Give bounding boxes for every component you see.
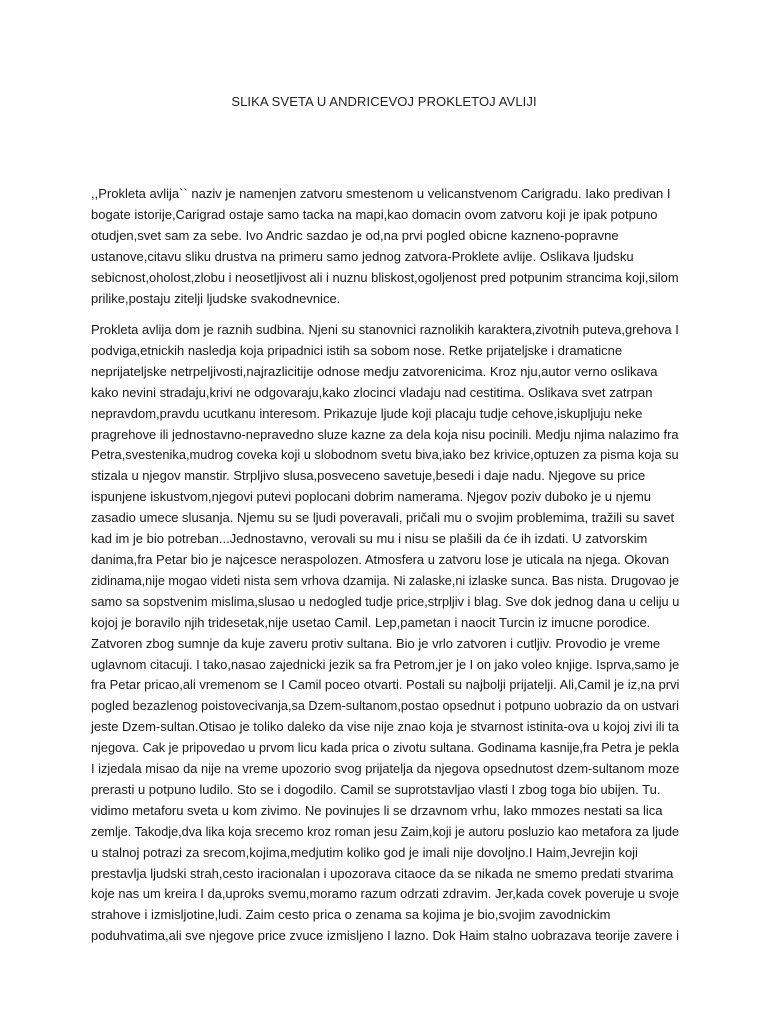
text-line: kojoj je boravilo njih tridesetak,nije usetao Camil. Lep,pametan i naocit Turcin iz imucne porodice. [91, 614, 651, 630]
text-line: pogled bezazlenog poistovecivanja,sa Dzem-sultanom,postao opsednut i potpuno uobrazio da on ustvari [91, 698, 679, 714]
text-line: otudjen,svet sam za sebe. Ivo Andric sazdao je od,na prvi pogled obicne kazneno-popravne [91, 227, 619, 243]
text-line: vidimo metaforu sveta u kom zivimo. Ne povinujes li se drzavnom vrhu, lako mmozes nestati sa lica [91, 802, 663, 818]
text-line: nepravdom,pravdu ucutkanu interesom. Prikazuje ljude koji placaju tudje cehove,iskupljuju neke [91, 405, 643, 421]
paragraph-main [91, 320, 679, 947]
text-line: sebicnost,oholost,zlobu i neosetljivost ali i nuznu bliskost,ogoljenost pred potpunim strancima koji,silom [91, 269, 679, 285]
document-title: SLIKA SVETA U ANDRICEVOJ PROKLETOJ AVLIJI [231, 94, 537, 109]
text-line: prestavlja ljudski strah,cesto iracionalan i upozorava citaoce da se nikada ne smemo predati stvarima [91, 865, 674, 881]
text-line: strahove i izmisljotine,ludi. Zaim cesto prica o zenama sa kojima je bio,svojim zavodnickim [91, 907, 611, 923]
text-line: prilike,postaju zitelji ljudske svakodnevnice. [91, 290, 341, 306]
text-line: I izjedala misao da nije na vreme upozorio svog prijatelja da njegova opsednutost dzem-sultanom moze [91, 761, 680, 777]
text-line: stizala u njegov manstir. Strpljivo slusa,posveceno savetuje,besedi i daje nadu. Njegove su price [91, 468, 646, 484]
text-line: poduhvatima,ali sve njegove price zvuce izmisljeno I lazno. Dok Haim stalno uobrazava teorije zavere i [91, 928, 680, 944]
text-line: Petra,svestenika,mudrog coveka koji u slobodnom svetu biva,iako bez krivice,optuzen za pisma koja su [91, 447, 679, 463]
text-line: neprijateljske netrpeljivosti,najrazlicitije odnose medju zatvorenicima. Kroz nju,autor verno oslikava [91, 363, 658, 379]
text-line: ustanove,citavu sliku drustva na primeru samo jednog zatvora-Proklete avlije. Oslikava ljudsku [91, 248, 634, 264]
text-line: zemlje. Takodje,dva lika koja srecemo kroz roman jesu Zaim,koji je autoru posluzio kao metafora za ljude [91, 823, 680, 839]
text-line: zidinama,nije mogao videti nista sem vrhova dzamija. Ni zalaske,ni izlaske sunca. Bas nista. Drugovao je [91, 572, 680, 588]
text-line: Prokleta avlija dom je raznih sudbina. Njeni su stanovnici raznolikih karaktera,zivotnih puteva,grehova I [91, 322, 679, 337]
text-line: zasadio umece slusanja. Njemu su se ljudi poveravali, pričali mu o svojim problemima, tražili su savet [91, 510, 675, 526]
text-line: koje nas um kreira I da,uproks svemu,moramo razum odrzati zdravim. Jer,kada covek poveruje u svoje [91, 886, 680, 902]
text-line: podviga,etnickih nasledja koja pripadnici istih sa sobom nose. Retke prijateljske i dramaticne [91, 342, 623, 358]
text-line: ispunjene iskustvom,njegovi putevi poplocani dobrim namerama. Njegov poziv duboko je u njemu [91, 489, 652, 505]
text-line: uglavnom citacuji. I tako,nasao zajednicki jezik sa fra Petrom,jer je I on jako voleo knjige. Isprva,samo je [91, 656, 680, 672]
text-line: prerasti u potpuno ludilo. Sto se i dogodilo. Camil se suprotstavljao vlasti I zbog toga bio ubijen. Tu. [91, 781, 661, 797]
paragraph-introduction [91, 184, 679, 309]
text-line: danima,fra Petar bio je najcesce neraspolozen. Atmosfera u zatvoru lose je uticala na njega. Okovan [91, 551, 670, 567]
text-line: u stalnoj potrazi za srecom,kojima,medjutim koliko god je imali nije dovoljno.I Haim,Jevrejin koji [91, 844, 638, 860]
text-line: Zatvoren zbog sumnje da kuje zaveru protiv sultana. Bio je vrlo zatvoren i cutljiv. Provodio je vreme [91, 635, 661, 651]
text-line: samo sa sopstvenim mislima,slusao u nedogled tudje price,strpljiv i blag. Sve dok jednog dana u celiju u [91, 593, 680, 609]
text-line: njegova. Cak je pripovedao u prvom licu kada prica o zivotu sultana. Godinama kasnije,fra Petra je pekla [91, 740, 679, 756]
text-line: bogate istorije,Carigrad ostaje samo tacka na mapi,kao domacin ovom zatvoru koji je ipak potpuno [91, 206, 658, 222]
text-line: fra Petar pricao,ali vremenom se I Camil poceo otvarti. Postali su najbolji prijatelji. Ali,Camil je iz,na prvi [91, 677, 680, 693]
text-line: kad im je bio potreban...Jednostavno, verovali su mu i nisu se plašili da će ih izdati. U zatvorskim [91, 531, 648, 547]
text-line: ,,Prokleta avlija`` naziv je namenjen zatvoru smestenom u velicanstvenom Carigradu. Iako predivan I [91, 186, 671, 201]
text-line: jeste Dzem-sultan.Otisao je toliko daleko da vise nije znao koja je stvarnost istinita-ova u kojoj zivi ili ta [91, 719, 679, 735]
text-line: pragrehove ili jednostavno-nepravedno sluze kazne za dela koja nisu pocinili. Medju njima nalazimo fra [91, 426, 679, 442]
text-line: kako nevini stradaju,krivi ne odgovaraju,kako zlocinci vladaju nad cestitima. Oslikava svet zatrpan [91, 384, 653, 400]
